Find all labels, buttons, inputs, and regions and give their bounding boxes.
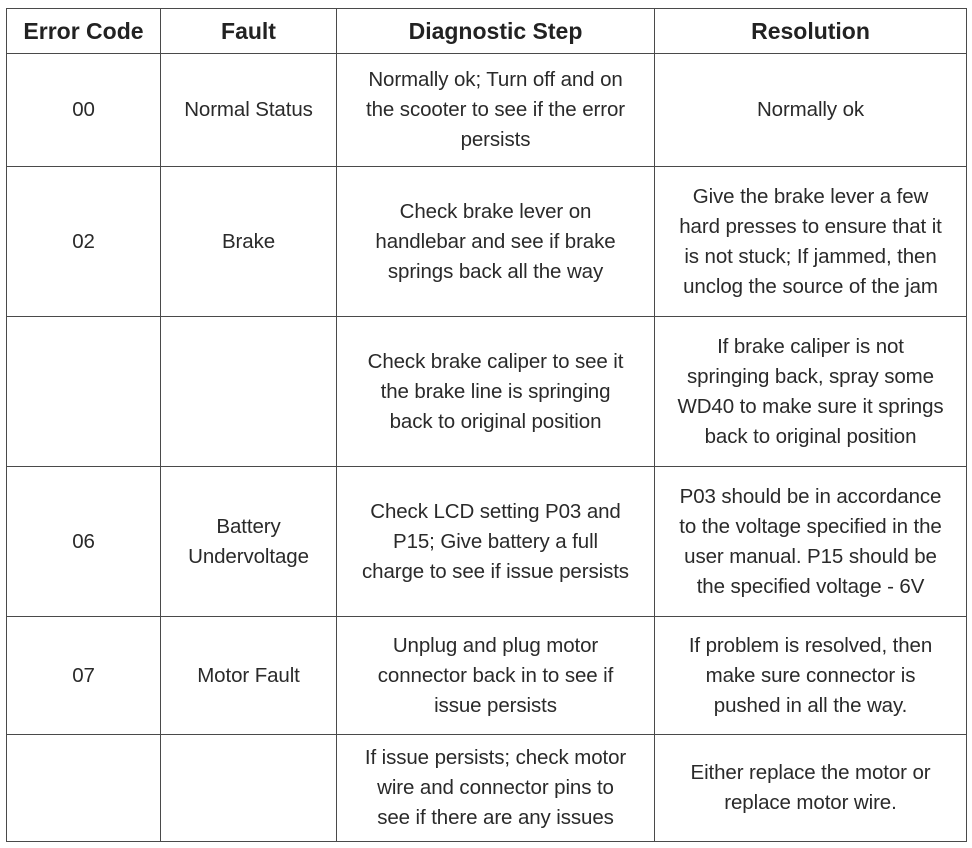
resolution-cell: Either replace the motor or replace motor wire. (655, 735, 967, 842)
diagnostic-cell: Normally ok; Turn off and on the scooter to see if the error persists (337, 54, 655, 167)
fault-cell (161, 735, 337, 842)
table-row (7, 467, 967, 617)
error-code-cell: 07 (7, 617, 161, 735)
resolution-cell: If problem is resolved, then make sure connector is pushed in all the way. (655, 617, 967, 735)
error-code-cell: 06 (7, 467, 161, 617)
header-diagnostic-step: Diagnostic Step (337, 9, 655, 54)
diagnostic-cell: If issue persists; check motor wire and connector pins to see if there are any issues (337, 735, 655, 842)
error-code-cell (7, 317, 161, 467)
table-header-row (7, 9, 967, 54)
table-row (7, 317, 967, 467)
table-row (7, 54, 967, 167)
fault-cell (161, 317, 337, 467)
diagnostic-cell: Check brake caliper to see it the brake line is springing back to original position (337, 317, 655, 467)
table-row (7, 735, 967, 842)
header-fault: Fault (161, 9, 337, 54)
fault-cell: Brake (161, 167, 337, 317)
fault-cell: Battery Undervoltage (161, 467, 337, 617)
header-resolution: Resolution (655, 9, 967, 54)
fault-cell: Normal Status (161, 54, 337, 167)
header-error-code: Error Code (7, 9, 161, 54)
table-row (7, 617, 967, 735)
resolution-cell: P03 should be in accordance to the voltage specified in the user manual. P15 should be the specified voltage - 6V (655, 467, 967, 617)
resolution-cell: Give the brake lever a few hard presses to ensure that it is not stuck; If jammed, then unclog the source of the jam (655, 167, 967, 317)
diagnostic-cell: Check brake lever on handlebar and see if brake springs back all the way (337, 167, 655, 317)
diagnostic-cell: Unplug and plug motor connector back in to see if issue persists (337, 617, 655, 735)
fault-cell: Motor Fault (161, 617, 337, 735)
error-code-table (6, 8, 967, 842)
table-row (7, 167, 967, 317)
error-code-cell: 00 (7, 54, 161, 167)
resolution-cell: If brake caliper is not springing back, spray some WD40 to make sure it springs back to original position (655, 317, 967, 467)
error-code-cell (7, 735, 161, 842)
resolution-cell: Normally ok (655, 54, 967, 167)
diagnostic-cell: Check LCD setting P03 and P15; Give battery a full charge to see if issue persists (337, 467, 655, 617)
error-code-cell: 02 (7, 167, 161, 317)
